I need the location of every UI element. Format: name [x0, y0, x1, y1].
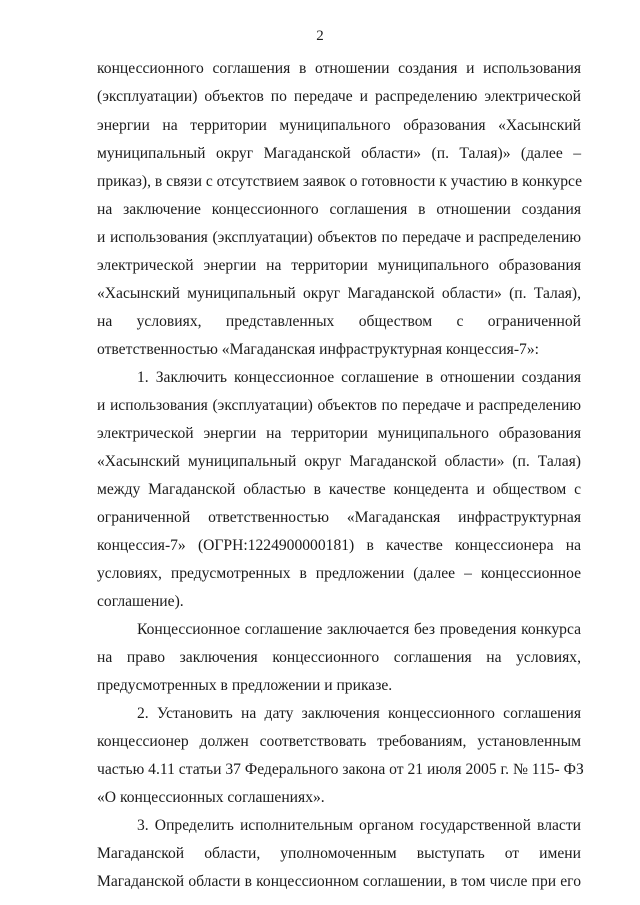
- text-line: и использования (эксплуатации) объектов по передаче и распределению: [97, 229, 581, 246]
- text-line: концессионер должен соответствовать требованиям, установленным: [97, 733, 581, 750]
- text-line: предусмотренных в предложении и приказе.: [97, 677, 393, 694]
- text-line: электрической энергии на территории муниципального образования: [97, 257, 581, 274]
- text-line: ограниченной ответственностью «Магаданская инфраструктурная: [97, 509, 581, 526]
- page-number: 2: [316, 28, 324, 44]
- text-line: концессионного соглашения в отношении создания и использования: [97, 60, 581, 77]
- text-line: на право заключения концессионного соглашения на условиях,: [97, 649, 581, 666]
- paragraph-3-first-line: 3. Определить исполнительным органом государственной власти: [137, 817, 581, 834]
- text-line: на заключение концессионного соглашения в отношении создания: [97, 201, 581, 218]
- text-line: Магаданской области, уполномоченным выступать от имени: [97, 845, 581, 862]
- paragraph-first-line: Концессионное соглашение заключается без проведения конкурса: [137, 621, 581, 638]
- text-line: «Хасынский муниципальный округ Магаданской области» (п. Талая),: [97, 285, 581, 302]
- paragraph-2-first-line: 2. Установить на дату заключения концессионного соглашения: [137, 705, 581, 722]
- text-line: электрической энергии на территории муниципального образования: [97, 425, 581, 442]
- text-line: приказ), в связи с отсутствием заявок о готовности к участию в конкурсе: [97, 173, 583, 190]
- text-line: ответственностью «Магаданская инфраструктурная концессия-7»:: [97, 341, 539, 358]
- text-line: энергии на территории муниципального образования «Хасынский: [97, 117, 581, 134]
- text-line: и использования (эксплуатации) объектов по передаче и распределению: [97, 397, 581, 414]
- text-line: соглашение).: [97, 593, 184, 610]
- paragraph-1-first-line: 1. Заключить концессионное соглашение в отношении создания: [137, 369, 581, 386]
- text-line: Магаданской области в концессионном соглашении, в том числе при его: [97, 873, 581, 890]
- text-line: между Магаданской областью в качестве концедента и обществом с: [97, 481, 581, 498]
- text-line: на условиях, представленных обществом с ограниченной: [97, 313, 581, 330]
- text-line: (эксплуатации) объектов по передаче и распределению электрической: [97, 88, 581, 105]
- text-line: условиях, предусмотренных в предложении (далее – концессионное: [97, 565, 581, 582]
- text-line: муниципальный округ Магаданской области» (п. Талая)» (далее –: [97, 145, 581, 162]
- text-line: концессия-7» (ОГРН:1224900000181) в качестве концессионера на: [97, 537, 581, 554]
- text-line: частью 4.11 статьи 37 Федерального закона от 21 июля 2005 г. № 115- ФЗ: [97, 761, 584, 778]
- text-line: «О концессионных соглашениях».: [97, 789, 325, 806]
- text-line: «Хасынский муниципальный округ Магаданской области» (п. Талая): [97, 453, 581, 470]
